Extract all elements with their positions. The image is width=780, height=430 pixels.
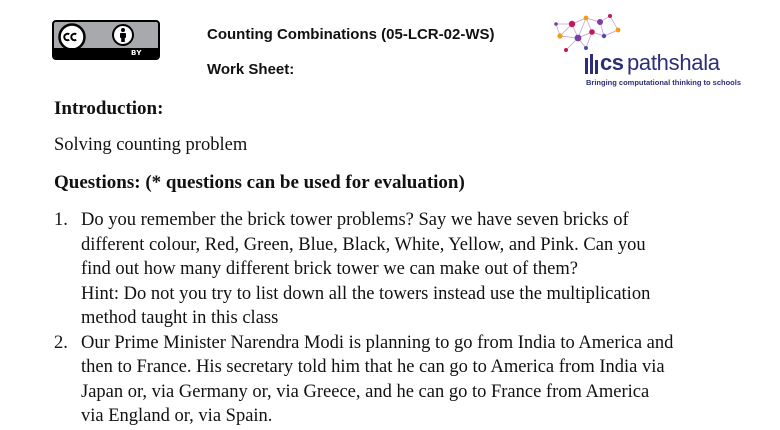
question-item-2	[54, 331, 754, 429]
question-number: 1.	[54, 210, 68, 230]
brand-tagline: Bringing computational thinking to schools	[586, 78, 741, 87]
document-subtitle: Work Sheet:	[207, 61, 295, 78]
creative-commons-icon	[58, 23, 86, 51]
question-line: find out how many different brick tower we can make out of them?	[81, 259, 578, 279]
question-number: 2.	[54, 332, 68, 353]
brand-name: pathshala	[627, 50, 720, 75]
introduction-text: Solving counting problem	[54, 135, 248, 155]
introduction-heading: Introduction:	[54, 98, 164, 119]
question-line: different colour, Red, Green, Blue, Black, White, Yellow, and Pink. Can you	[81, 234, 646, 255]
document-title: Counting Combinations (05-LCR-02-WS)	[207, 26, 495, 43]
question-item-1	[54, 208, 754, 331]
questions-heading: Questions: (* questions can be used for evaluation)	[54, 172, 465, 193]
questions-list	[54, 208, 754, 429]
question-line: Do you remember the brick tower problems? Say we have seven bricks of	[81, 210, 629, 230]
question-hint-line: method taught in this class	[81, 308, 279, 328]
logo-bars-icon	[584, 50, 600, 74]
brand-prefix: cs	[600, 50, 624, 75]
question-line: Japan or, via Germany or, via Greece, and he can go to France from America	[81, 381, 650, 402]
license-by-label: BY	[130, 49, 142, 57]
cs-pathshala-logo	[548, 10, 768, 90]
cc-by-license-badge	[52, 20, 160, 60]
question-line: then to France. His secretary told him that he can go to America from India via	[81, 357, 665, 377]
question-line: Our Prime Minister Narendra Modi is planning to go from India to America and	[81, 332, 674, 353]
question-line: via England or, via Spain.	[81, 406, 273, 426]
question-hint-line: Hint: Do not you try to list down all the towers instead use the multiplication	[81, 283, 651, 304]
attribution-person-icon	[112, 24, 134, 46]
